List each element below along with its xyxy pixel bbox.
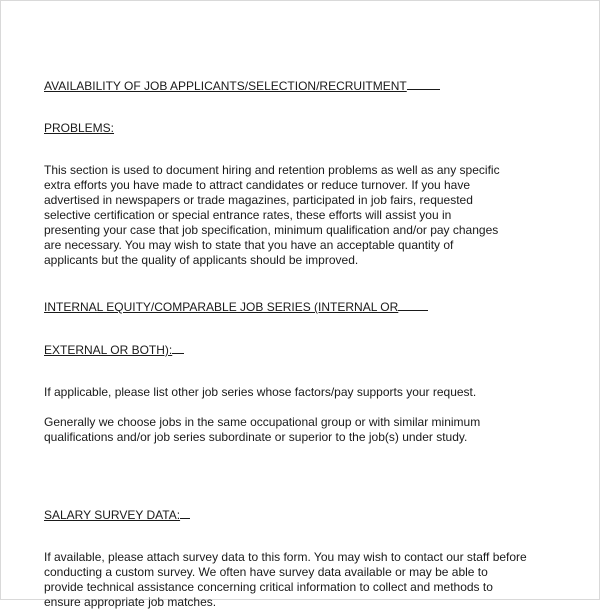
availability-body xyxy=(44,163,584,268)
availability-heading xyxy=(44,50,584,163)
heading-underline-extension xyxy=(172,342,184,354)
salary-survey-heading xyxy=(44,479,584,550)
availability-heading-line1: AVAILABILITY OF JOB APPLICANTS/SELECTION/RECRUITMENT xyxy=(44,79,407,93)
internal-equity-heading-line2: EXTERNAL OR BOTH): xyxy=(44,343,173,357)
salary-survey-body xyxy=(44,550,584,610)
internal-equity-paragraph-1 xyxy=(44,385,584,400)
heading-underline-extension xyxy=(407,78,440,90)
body-line: Generally we choose jobs in the same occupational group or with similar minimum xyxy=(44,415,481,429)
body-line: selective certification or special entrance rates, these efforts will assist you in xyxy=(44,208,452,222)
body-line: conducting a custom survey. We often have survey data available or may be able to xyxy=(44,565,488,579)
salary-survey-heading-line1: SALARY SURVEY DATA: xyxy=(44,508,181,522)
heading-underline-extension xyxy=(180,507,190,519)
internal-equity-heading xyxy=(44,271,584,385)
body-line: If applicable, please list other job series whose factors/pay supports your request. xyxy=(44,385,477,399)
section-availability xyxy=(44,50,584,268)
availability-heading-line2: PROBLEMS: xyxy=(44,121,115,135)
body-line: ensure appropriate job matches. xyxy=(44,595,217,609)
body-line: presenting your case that job specification, minimum qualification and/or pay changes xyxy=(44,223,499,237)
body-line: If available, please attach survey data to this form. You may wish to contact our staff before xyxy=(44,550,527,564)
section-internal-equity xyxy=(44,271,584,445)
internal-equity-heading-line1: INTERNAL EQUITY/COMPARABLE JOB SERIES (INTERNAL OR xyxy=(44,300,399,314)
body-line: extra efforts you have made to attract candidates or reduce turnover. If you have xyxy=(44,178,471,192)
section-salary-survey xyxy=(44,479,584,610)
heading-underline-extension xyxy=(398,299,428,311)
body-line: applicants but the quality of applicants should be improved. xyxy=(44,253,359,267)
body-line: provide technical assistance concerning critical information to collect and methods to xyxy=(44,580,493,594)
body-line: advertised in newspapers or trade magazines, participated in job fairs, requested xyxy=(44,193,473,207)
internal-equity-paragraph-2 xyxy=(44,415,584,445)
body-line: are necessary. You may wish to state that you have an acceptable quantity of xyxy=(44,238,454,252)
paragraph-gap xyxy=(44,400,584,415)
body-line: This section is used to document hiring and retention problems as well as any specific xyxy=(44,163,500,177)
body-line: qualifications and/or job series subordinate or superior to the job(s) under study. xyxy=(44,430,468,444)
